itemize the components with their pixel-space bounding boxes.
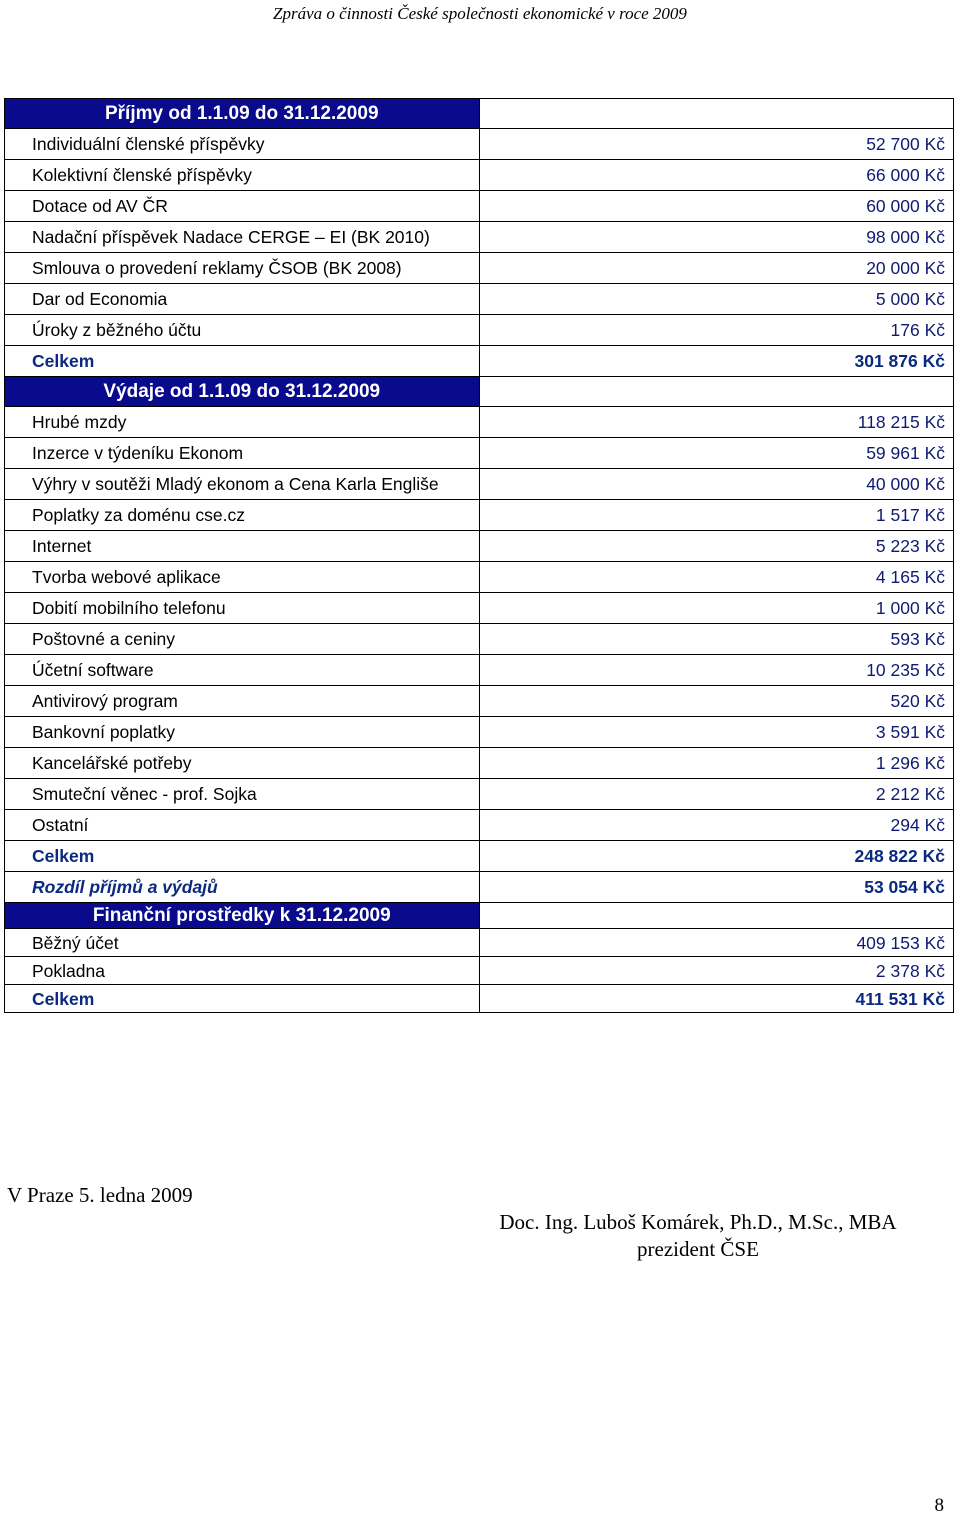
item-amount: 294 Kč (479, 810, 954, 841)
signature-block (488, 1209, 908, 1263)
item-amount: 60 000 Kč (479, 191, 954, 222)
table-row (5, 469, 954, 500)
item-label: Běžný účet (5, 929, 480, 957)
total-label: Celkem (5, 346, 480, 377)
table-row (5, 315, 954, 346)
total-label: Celkem (5, 841, 480, 872)
item-amount: 118 215 Kč (479, 407, 954, 438)
item-amount: 1 296 Kč (479, 748, 954, 779)
table-row (5, 160, 954, 191)
item-label: Poplatky za doménu cse.cz (5, 500, 480, 531)
funds-heading: Finanční prostředky k 31.12.2009 (5, 903, 480, 929)
table-row (5, 810, 954, 841)
total-amount: 411 531 Kč (479, 985, 954, 1013)
item-label: Inzerce v týdeníku Ekonom (5, 438, 480, 469)
table-row (5, 438, 954, 469)
income-section-header (5, 99, 954, 129)
item-label: Ostatní (5, 810, 480, 841)
item-label: Dotace od AV ČR (5, 191, 480, 222)
table-row (5, 562, 954, 593)
item-amount: 10 235 Kč (479, 655, 954, 686)
item-label: Dar od Economia (5, 284, 480, 315)
item-label: Poštovné a ceniny (5, 624, 480, 655)
item-label: Kolektivní členské příspěvky (5, 160, 480, 191)
item-label: Nadační příspěvek Nadace CERGE – EI (BK 2010) (5, 222, 480, 253)
table-row (5, 957, 954, 985)
item-label: Individuální členské příspěvky (5, 129, 480, 160)
total-amount: 301 876 Kč (479, 346, 954, 377)
item-amount: 4 165 Kč (479, 562, 954, 593)
table-row (5, 222, 954, 253)
item-label: Pokladna (5, 957, 480, 985)
item-amount: 1 517 Kč (479, 500, 954, 531)
table-row (5, 655, 954, 686)
running-header: Zpráva o činnosti České společnosti ekonomické v roce 2009 (273, 4, 687, 23)
item-amount: 98 000 Kč (479, 222, 954, 253)
item-label: Internet (5, 531, 480, 562)
income-heading: Příjmy od 1.1.09 do 31.12.2009 (5, 99, 480, 129)
table-row (5, 500, 954, 531)
expenses-heading: Výdaje od 1.1.09 do 31.12.2009 (5, 377, 480, 407)
item-label: Hrubé mzdy (5, 407, 480, 438)
item-amount: 20 000 Kč (479, 253, 954, 284)
signatory-name: Doc. Ing. Luboš Komárek, Ph.D., M.Sc., MBA (499, 1210, 897, 1234)
item-amount: 52 700 Kč (479, 129, 954, 160)
item-label: Dobití mobilního telefonu (5, 593, 480, 624)
table-row (5, 284, 954, 315)
item-amount: 59 961 Kč (479, 438, 954, 469)
difference-row (5, 872, 954, 903)
item-amount: 66 000 Kč (479, 160, 954, 191)
table-row (5, 191, 954, 222)
total-label: Celkem (5, 985, 480, 1013)
table-row (5, 748, 954, 779)
difference-label: Rozdíl příjmů a výdajů (5, 872, 480, 903)
expenses-section-header (5, 377, 954, 407)
income-total-row (5, 346, 954, 377)
item-amount: 5 000 Kč (479, 284, 954, 315)
table-row (5, 717, 954, 748)
item-amount: 176 Kč (479, 315, 954, 346)
table-row (5, 407, 954, 438)
page-number: 8 (934, 1495, 944, 1516)
item-amount: 593 Kč (479, 624, 954, 655)
table-row (5, 624, 954, 655)
item-amount: 2 378 Kč (479, 957, 954, 985)
item-label: Úroky z běžného účtu (5, 315, 480, 346)
signatory-title: prezident ČSE (637, 1237, 759, 1261)
place-and-date: V Praze 5. ledna 2009 (7, 1183, 193, 1207)
item-label: Kancelářské potřeby (5, 748, 480, 779)
table-row (5, 593, 954, 624)
table-row (5, 929, 954, 957)
item-amount: 1 000 Kč (479, 593, 954, 624)
financial-report-table (4, 98, 954, 1013)
item-amount: 409 153 Kč (479, 929, 954, 957)
funds-total-row (5, 985, 954, 1013)
item-label: Smuteční věnec - prof. Sojka (5, 779, 480, 810)
table-row (5, 779, 954, 810)
item-label: Výhry v soutěži Mladý ekonom a Cena Karla Engliše (5, 469, 480, 500)
table-row (5, 129, 954, 160)
difference-amount: 53 054 Kč (479, 872, 954, 903)
item-amount: 3 591 Kč (479, 717, 954, 748)
item-label: Účetní software (5, 655, 480, 686)
item-label: Smlouva o provedení reklamy ČSOB (BK 2008) (5, 253, 480, 284)
table-row (5, 686, 954, 717)
expenses-total-row (5, 841, 954, 872)
table-row (5, 253, 954, 284)
total-amount: 248 822 Kč (479, 841, 954, 872)
item-amount: 520 Kč (479, 686, 954, 717)
item-amount: 2 212 Kč (479, 779, 954, 810)
table-row (5, 531, 954, 562)
funds-section-header (5, 903, 954, 929)
item-label: Antivirový program (5, 686, 480, 717)
item-amount: 40 000 Kč (479, 469, 954, 500)
item-amount: 5 223 Kč (479, 531, 954, 562)
item-label: Tvorba webové aplikace (5, 562, 480, 593)
item-label: Bankovní poplatky (5, 717, 480, 748)
